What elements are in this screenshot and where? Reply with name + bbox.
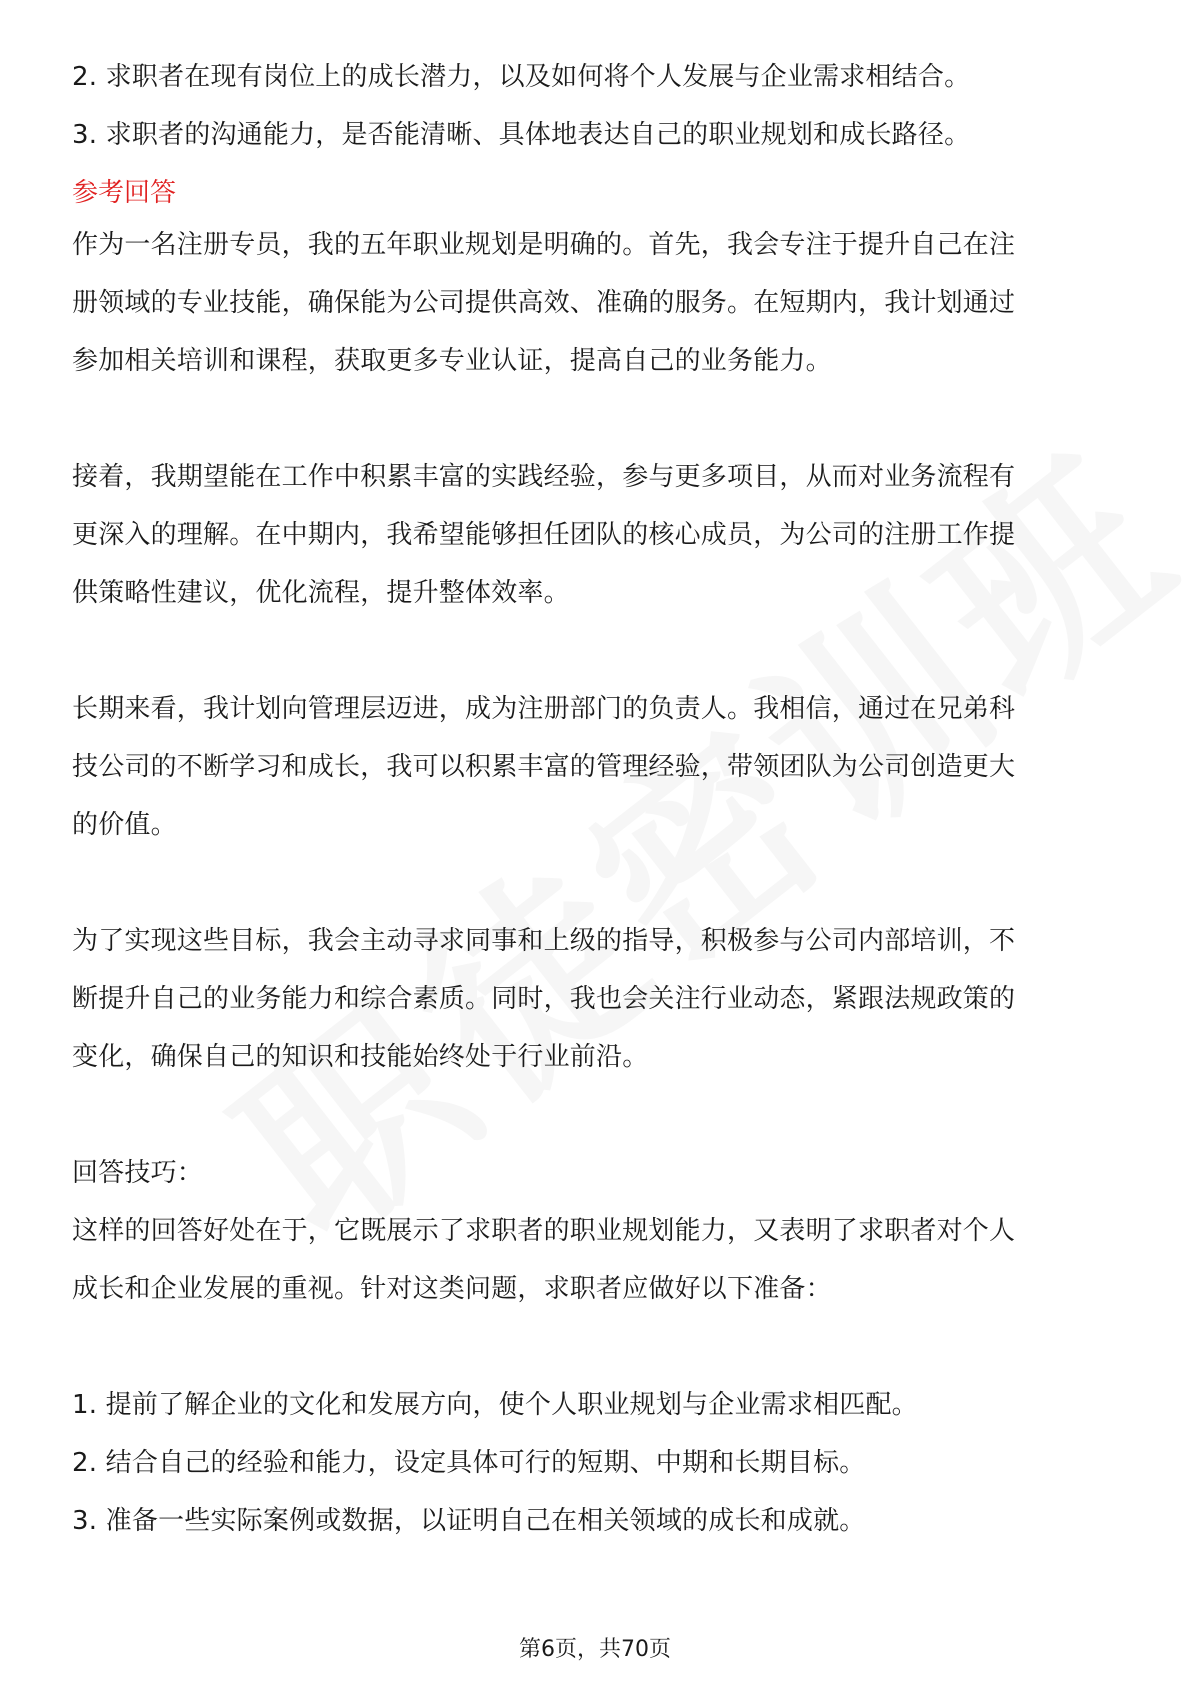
paragraph-line: 册领域的专业技能，确保能为公司提供高效、准确的服务。在短期内，我计划通过 [72, 288, 1016, 318]
answer-paragraph-1 [72, 216, 1118, 390]
paragraph-line: 这样的回答好处在于，它既展示了求职者的职业规划能力，又表明了求职者对个人 [72, 1216, 1016, 1246]
paragraph-line: 的价值。 [72, 810, 177, 840]
paragraph-line: 参加相关培训和课程，获取更多专业认证，提高自己的业务能力。 [72, 346, 832, 376]
intro-point-2: 2. 求职者在现有岗位上的成长潜力，以及如何将个人发展与企业需求相结合。 [72, 62, 971, 92]
intro-point-3: 3. 求职者的沟通能力，是否能清晰、具体地表达自己的职业规划和成长路径。 [72, 120, 971, 150]
paragraph-line: 供策略性建议，优化流程，提升整体效率。 [72, 578, 570, 608]
paragraph-gap [72, 622, 1118, 680]
paragraph-line: 变化，确保自己的知识和技能始终处于行业前沿。 [72, 1042, 649, 1072]
paragraph-line: 接着，我期望能在工作中积累丰富的实践经验，参与更多项目，从而对业务流程有 [72, 462, 1016, 492]
tips-point-3: 3. 准备一些实际案例或数据，以证明自己在相关领域的成长和成就。 [72, 1506, 866, 1536]
tips-heading: 回答技巧： [72, 1158, 204, 1188]
paragraph-gap [72, 854, 1118, 912]
tips-point-1: 1. 提前了解企业的文化和发展方向，使个人职业规划与企业需求相匹配。 [72, 1390, 918, 1420]
paragraph-gap [72, 1086, 1118, 1144]
paragraph-line: 更深入的理解。在中期内，我希望能够担任团队的核心成员，为公司的注册工作提 [72, 520, 1016, 550]
reference-answer-heading: 参考回答 [72, 178, 177, 208]
paragraph-line: 长期来看，我计划向管理层迈进，成为注册部门的负责人。我相信，通过在兄弟科 [72, 694, 1016, 724]
document-body [72, 48, 1118, 1550]
page-number-footer: 第6页，共70页 [519, 1637, 671, 1662]
tips-point-2: 2. 结合自己的经验和能力，设定具体可行的短期、中期和长期目标。 [72, 1448, 866, 1478]
paragraph-gap [72, 1318, 1118, 1376]
paragraph-line: 技公司的不断学习和成长，我可以积累丰富的管理经验，带领团队为公司创造更大 [72, 752, 1016, 782]
answer-paragraph-2 [72, 448, 1118, 622]
answer-paragraph-3 [72, 680, 1118, 854]
paragraph-line: 成长和企业发展的重视。针对这类问题，求职者应做好以下准备： [72, 1274, 832, 1304]
tips-intro [72, 1202, 1118, 1318]
answer-paragraph-4 [72, 912, 1118, 1086]
paragraph-gap [72, 390, 1118, 448]
paragraph-line: 断提升自己的业务能力和综合素质。同时，我也会关注行业动态，紧跟法规政策的 [72, 984, 1016, 1014]
paragraph-line: 为了实现这些目标，我会主动寻求同事和上级的指导，积极参与公司内部培训，不 [72, 926, 1016, 956]
paragraph-line: 作为一名注册专员，我的五年职业规划是明确的。首先，我会专注于提升自己在注 [72, 230, 1016, 260]
